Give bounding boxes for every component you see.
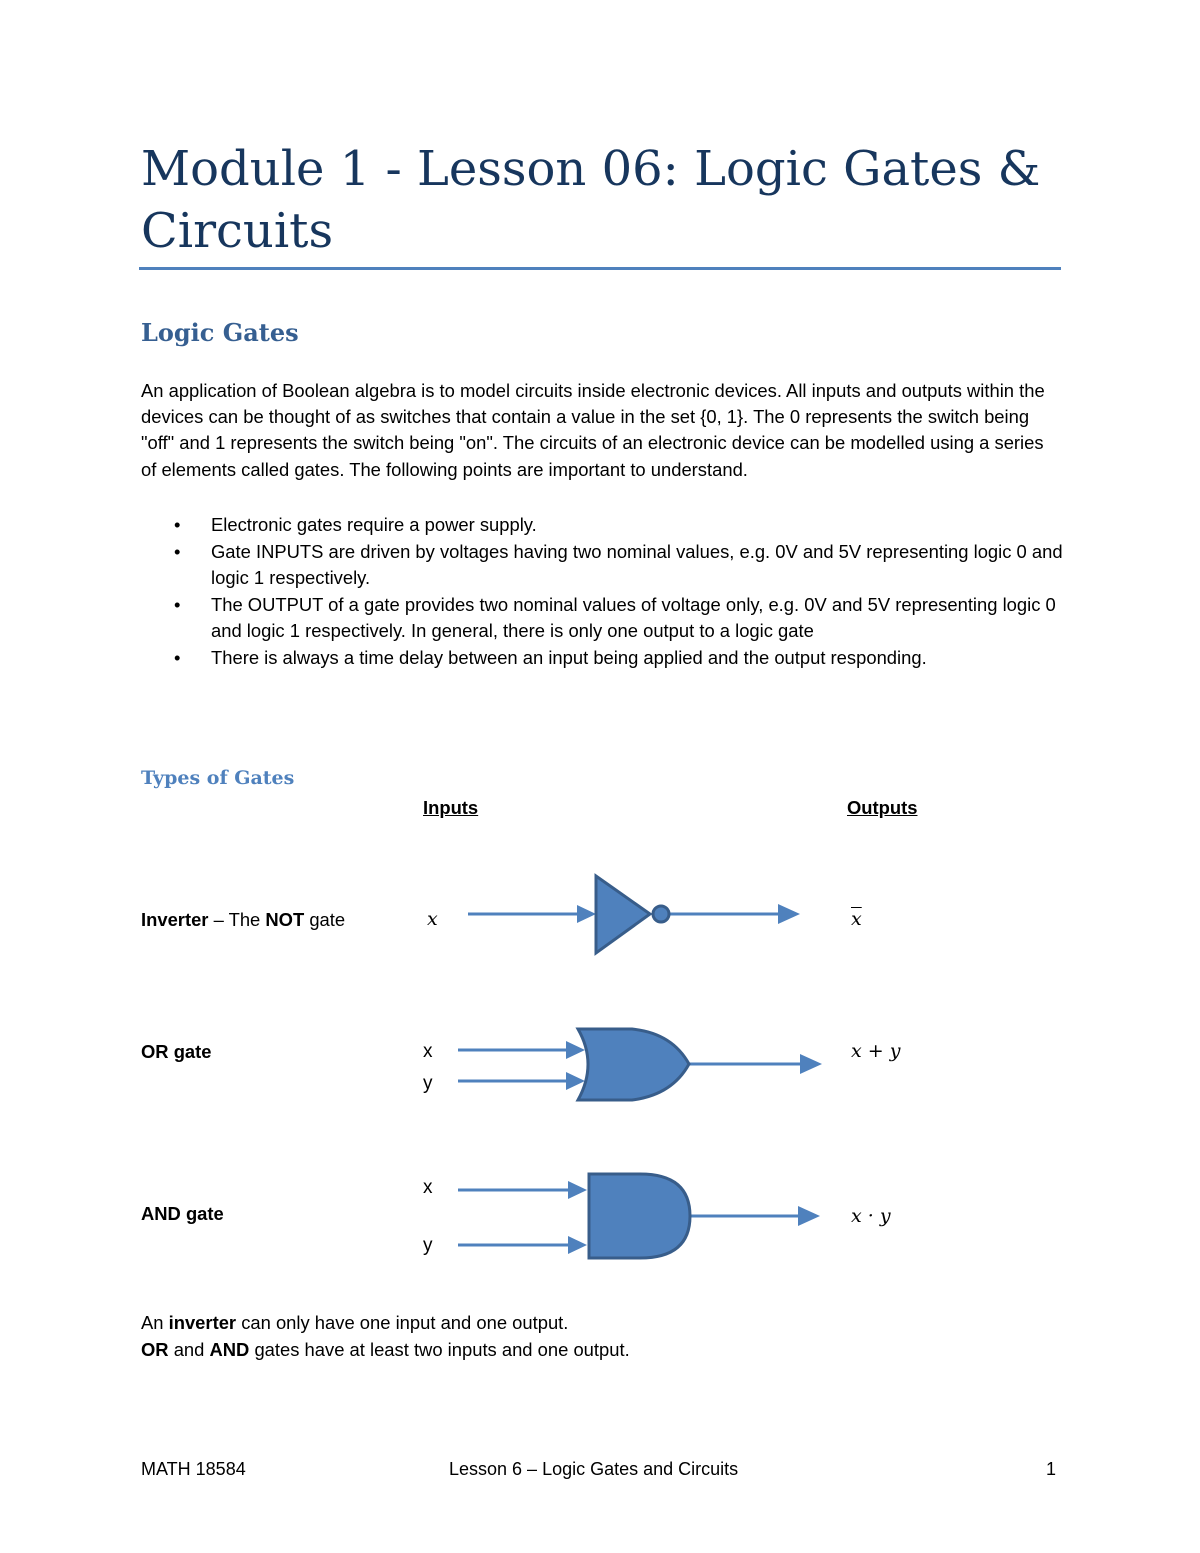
bullet-icon: • <box>174 646 181 668</box>
and-input-y: y <box>423 1235 433 1256</box>
inverter-output-arrow <box>778 904 800 924</box>
and-input-x-arrow <box>568 1181 587 1199</box>
list-item: • Gate INPUTS are driven by voltages having two nominal values, e.g. 0V and 5V representing logic 0 and logic 1 respectively. <box>174 540 1063 588</box>
and-output-arrow <box>798 1206 820 1226</box>
footer-course: MATH 18584 <box>141 1459 246 1479</box>
section-heading-logic-gates: Logic Gates <box>141 318 299 347</box>
bullet-icon: • <box>174 593 181 615</box>
inverter-bubble-icon <box>653 906 669 922</box>
page-title: Module 1 - Lesson 06: Logic Gates & Circuits <box>141 141 1041 259</box>
and-output-x-dot-y: x · y <box>851 1205 891 1227</box>
or-input-y-arrow <box>566 1072 585 1090</box>
or-gate-icon <box>578 1029 689 1100</box>
outputs-column-header: Outputs <box>847 797 918 818</box>
or-input-x: x <box>423 1041 433 1062</box>
list-item: • Electronic gates require a power supply. <box>141 512 1066 539</box>
and-input-x: x <box>423 1177 433 1198</box>
list-item: • There is always a time delay between an input being applied and the output responding. <box>141 645 1066 672</box>
footer-lesson-title: Lesson 6 – Logic Gates and Circuits <box>449 1459 739 1479</box>
not-gate-icon <box>596 876 650 953</box>
inverter-row-label: Inverter – The NOT gate <box>141 909 346 930</box>
list-item: • The OUTPUT of a gate provides two nominal values of voltage only, e.g. 0V and 5V representing logic 0 and logic 1 respectively. In general, there is only one output to a logic gate <box>174 593 1056 641</box>
or-output-arrow <box>800 1054 822 1074</box>
inverter-input-arrow <box>577 905 596 923</box>
bullet-icon: • <box>174 514 181 535</box>
footer-page-number: 1 <box>1046 1459 1057 1479</box>
and-gate-icon <box>589 1174 690 1258</box>
or-input-y: y <box>423 1073 433 1094</box>
or-input-x-arrow <box>566 1041 585 1059</box>
inverter-input-x: x <box>427 908 438 930</box>
and-input-y-arrow <box>568 1236 587 1254</box>
and-row-label: AND gate <box>141 1203 224 1224</box>
inputs-column-header: Inputs <box>423 797 479 818</box>
or-row-label: OR gate <box>141 1041 212 1062</box>
inverter-output-not-x: $\overline{x}$ <box>851 908 862 930</box>
or-output-x-plus-y: x + y <box>851 1040 901 1062</box>
note-or-and: OR and AND gates have at least two inputs and one output. <box>141 1339 630 1360</box>
bullet-icon: • <box>174 540 181 562</box>
section-heading-types-of-gates: Types of Gates <box>141 767 295 789</box>
intro-paragraph: An application of Boolean algebra is to model circuits inside electronic devices. All inputs and outputs within the devices can be thought of as switches that contain a value in the set {0, 1}. The 0 represents the switch being "off" and 1 represents the switch being "on". The circuits of an electronic device can be modelled using a series of elements called gates. The following points are important to understand. <box>141 380 1045 480</box>
note-inverter: An inverter can only have one input and one output. <box>141 1312 569 1333</box>
